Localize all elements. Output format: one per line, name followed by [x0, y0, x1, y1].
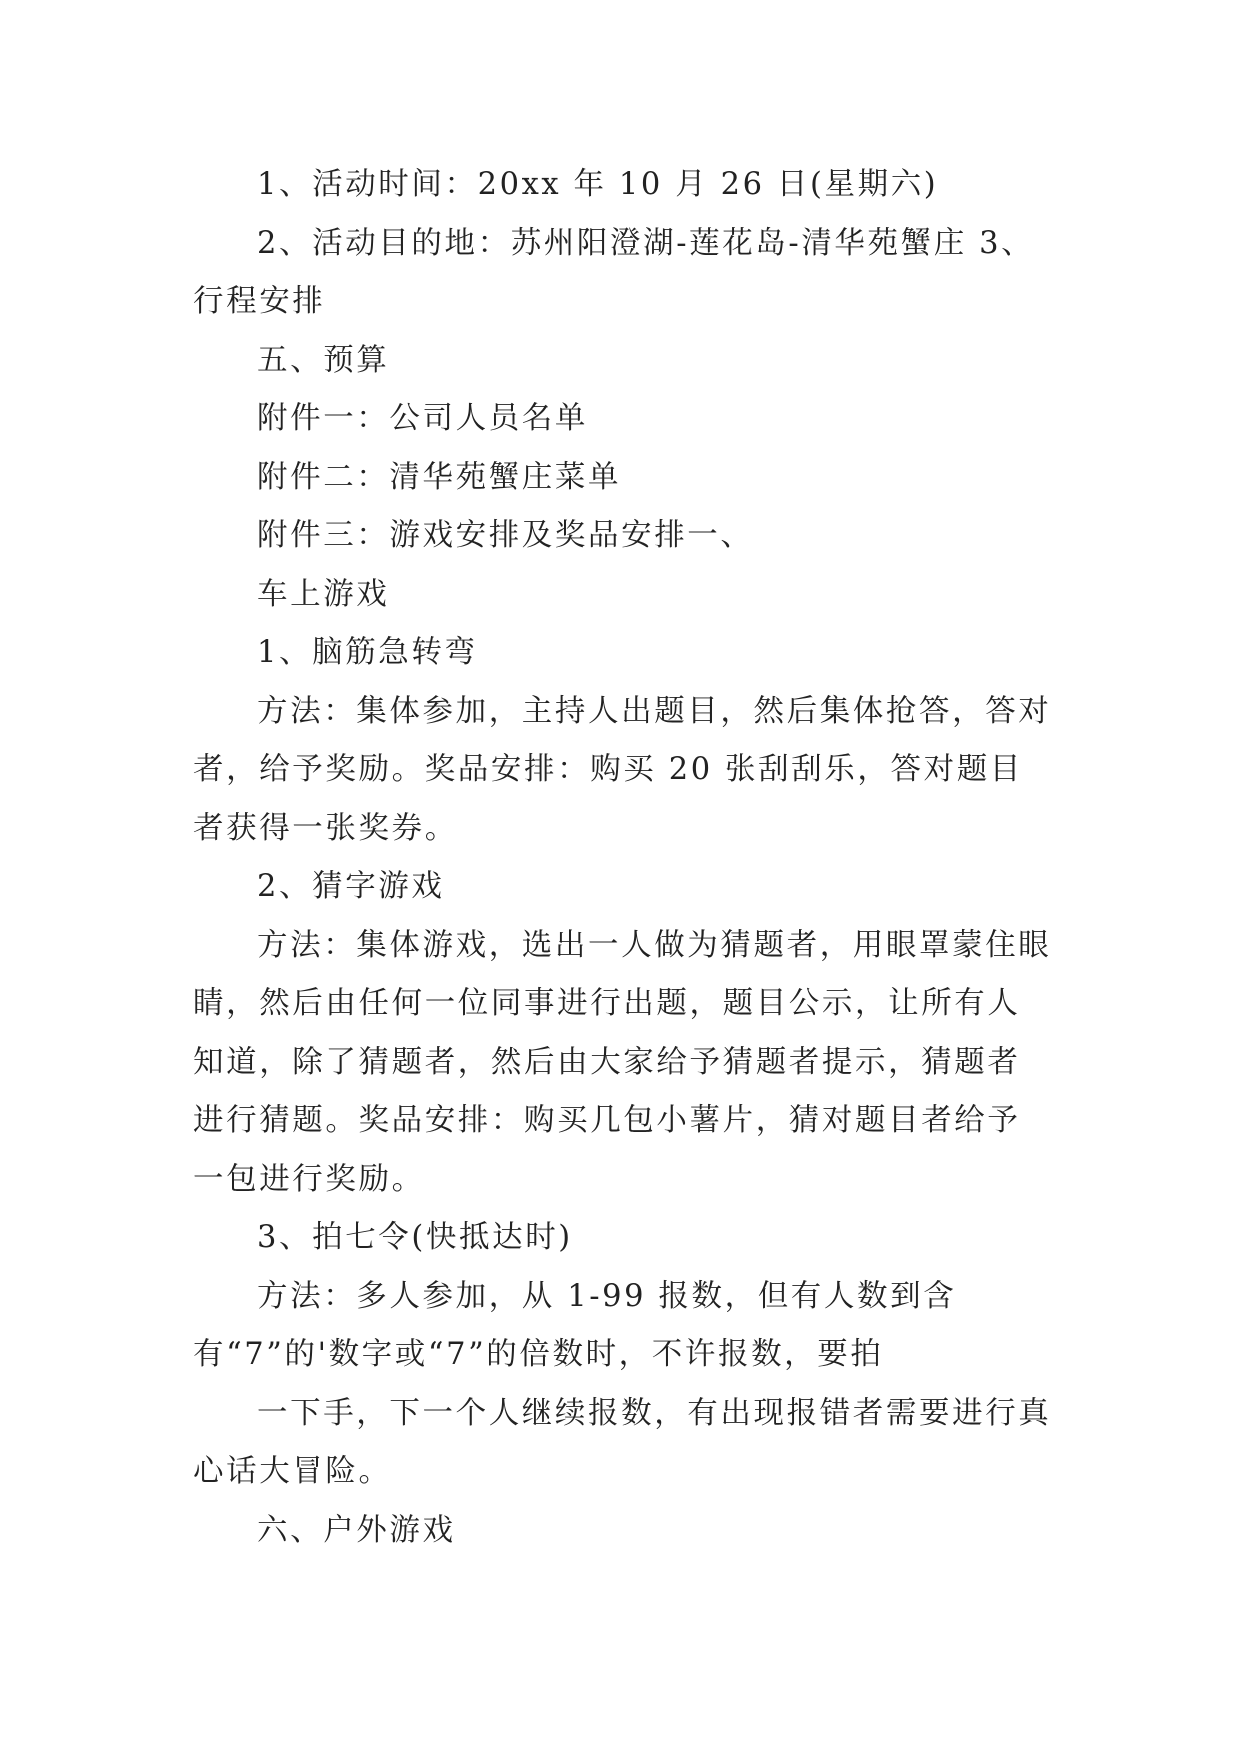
paragraph-activity-time: 1、活动时间：20xx 年 10 月 26 日(星期六): [257, 167, 939, 202]
document-body: [193, 156, 1053, 1560]
heading-bus-games: 车上游戏: [257, 576, 390, 612]
game-title-word-guess: 2、猜字游戏: [257, 869, 445, 904]
game-title-riddles: 1、脑筋急转弯: [257, 635, 478, 670]
game-title-clap-seven: 3、拍七令(快抵达时): [257, 1220, 573, 1255]
game-method-clap-seven-cont: 一下手，下一个人继续报数，有出现报错者需要进行真心话大冒险。: [193, 1395, 1052, 1489]
attachment-three: 附件三：游戏安排及奖品安排一、: [257, 518, 754, 553]
attachment-one: 附件一：公司人员名单: [257, 401, 588, 436]
paragraph-destination: 2、活动目的地：苏州阳澄湖-莲花岛-清华苑蟹庄 3、行程安排: [193, 225, 1035, 319]
game-method-riddles: 方法：集体参加，主持人出题目，然后集体抢答，答对者，给予奖励。奖品安排：购买 20 张刮刮乐，答对题目者获得一张奖券。: [193, 693, 1052, 846]
game-method-word-guess: 方法：集体游戏，选出一人做为猜题者，用眼罩蒙住眼睛，然后由任何一位同事进行出题，题目公示，让所有人知道，除了猜题者，然后由大家给予猜题者提示，猜题者进行猜题。奖品安排：购买几包小薯片，猜对题目者给予一包进行奖励。: [193, 927, 1052, 1197]
attachment-two: 附件二：清华苑蟹庄菜单: [257, 459, 622, 495]
game-method-clap-seven: 方法：多人参加，从 1-99 报数，但有人数到含有“7”的'数字或“7”的倍数时，不许报数，要拍: [193, 1278, 957, 1372]
heading-outdoor-games: 六、户外游戏: [257, 1512, 456, 1548]
heading-budget: 五、预算: [257, 342, 390, 378]
